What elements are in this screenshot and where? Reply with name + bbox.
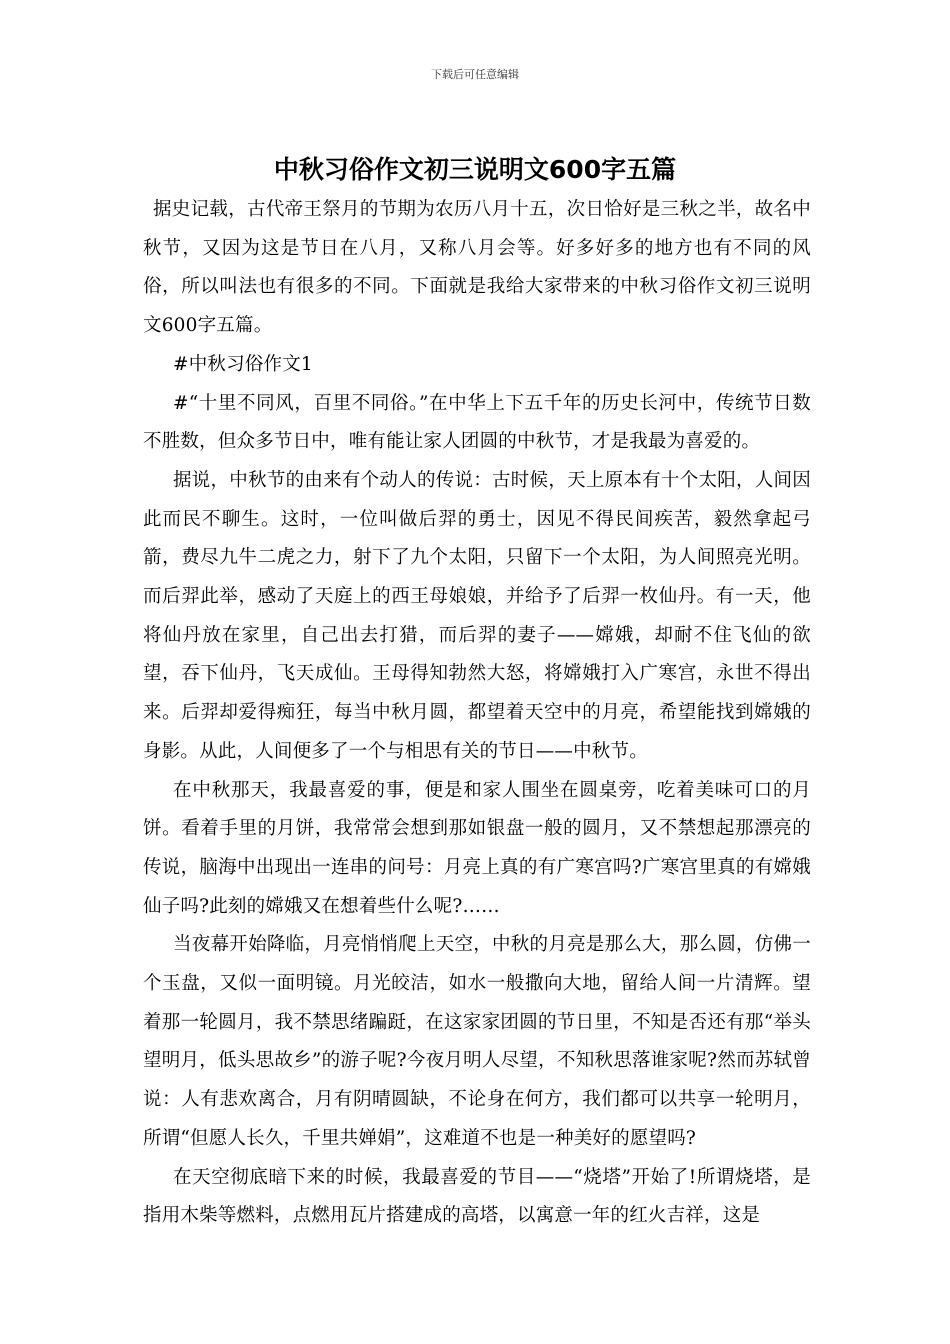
page-header-note: 下载后可任意编辑 (431, 68, 519, 81)
document-title: 中秋习俗作文初三说明文600字五篇 (273, 155, 677, 184)
document-body (143, 191, 811, 1236)
body-paragraph: 在中秋那天，我最喜爱的事，便是和家人围坐在圆桌旁，吃着美味可口的月饼。看着手里的月饼，我常常会想到那如银盘一般的圆月，又不禁想起那漂亮的传说，脑海中出现出一连串的问号：月亮上真的有广寒宫吗?广寒宫里真的有嫦娥仙子吗?此刻的嫦娥又在想着些什么呢?…… (143, 779, 811, 917)
body-paragraph: #“十里不同风，百里不同俗。”在中华上下五千年的历史长河中，传统节日数不胜数，但众多节日中，唯有能让家人团圆的中秋节，才是我最为喜爱的。 (143, 392, 811, 453)
body-paragraph: 在天空彻底暗下来的时候，我最喜爱的节目——“烧塔”开始了!所谓烧塔，是指用木柴等燃料，点燃用瓦片搭建成的高塔，以寓意一年的红火吉祥，这是 (143, 1166, 811, 1227)
intro-paragraph: 据史记载，古代帝王祭月的节期为农历八月十五，次日恰好是三秋之半，故名中秋节，又因为这是节日在八月，又称八月会等。好多好多的地方也有不同的风俗，所以叫法也有很多的不同。下面就是我给大家带来的中秋习俗作文初三说明文600字五篇。 (143, 199, 811, 337)
body-paragraph: 当夜幕开始降临，月亮悄悄爬上天空，中秋的月亮是那么大，那么圆，仿佛一个玉盘，又似一面明镜。月光皎洁，如水一般撒向大地，留给人间一片清辉。望着那一轮圆月，我不禁思绪蹁跹，在这家家团圆的节日里，不知是否还有那“举头望明月，低头思故乡”的游子呢?今夜月明人尽望，不知秋思落谁家呢?然而苏轼曾说：人有悲欢离合，月有阴晴圆缺，不论身在何方，我们都可以共享一轮明月，所谓“但愿人长久，千里共婵娟”，这难道不也是一种美好的愿望吗? (143, 934, 811, 1149)
section-heading: #中秋习俗作文1 (173, 353, 313, 375)
body-paragraph: 据说，中秋节的由来有个动人的传说：古时候，天上原本有十个太阳，人间因此而民不聊生。这时，一位叫做后羿的勇士，因见不得民间疾苦，毅然拿起弓箭，费尽九牛二虎之力，射下了九个太阳，只留下一个太阳，为人间照亮光明。而后羿此举，感动了天庭上的西王母娘娘，并给予了后羿一枚仙丹。有一天，他将仙丹放在家里，自己出去打猎，而后羿的妻子——嫦娥，却耐不住飞仙的欲望，吞下仙丹，飞天成仙。王母得知勃然大怒，将嫦娥打入广寒宫，永世不得出来。后羿却爱得痴狂，每当中秋月圆，都望着天空中的月亮，希望能找到嫦娥的身影。从此，人间便多了一个与相思有关的节日——中秋节。 (143, 469, 811, 762)
